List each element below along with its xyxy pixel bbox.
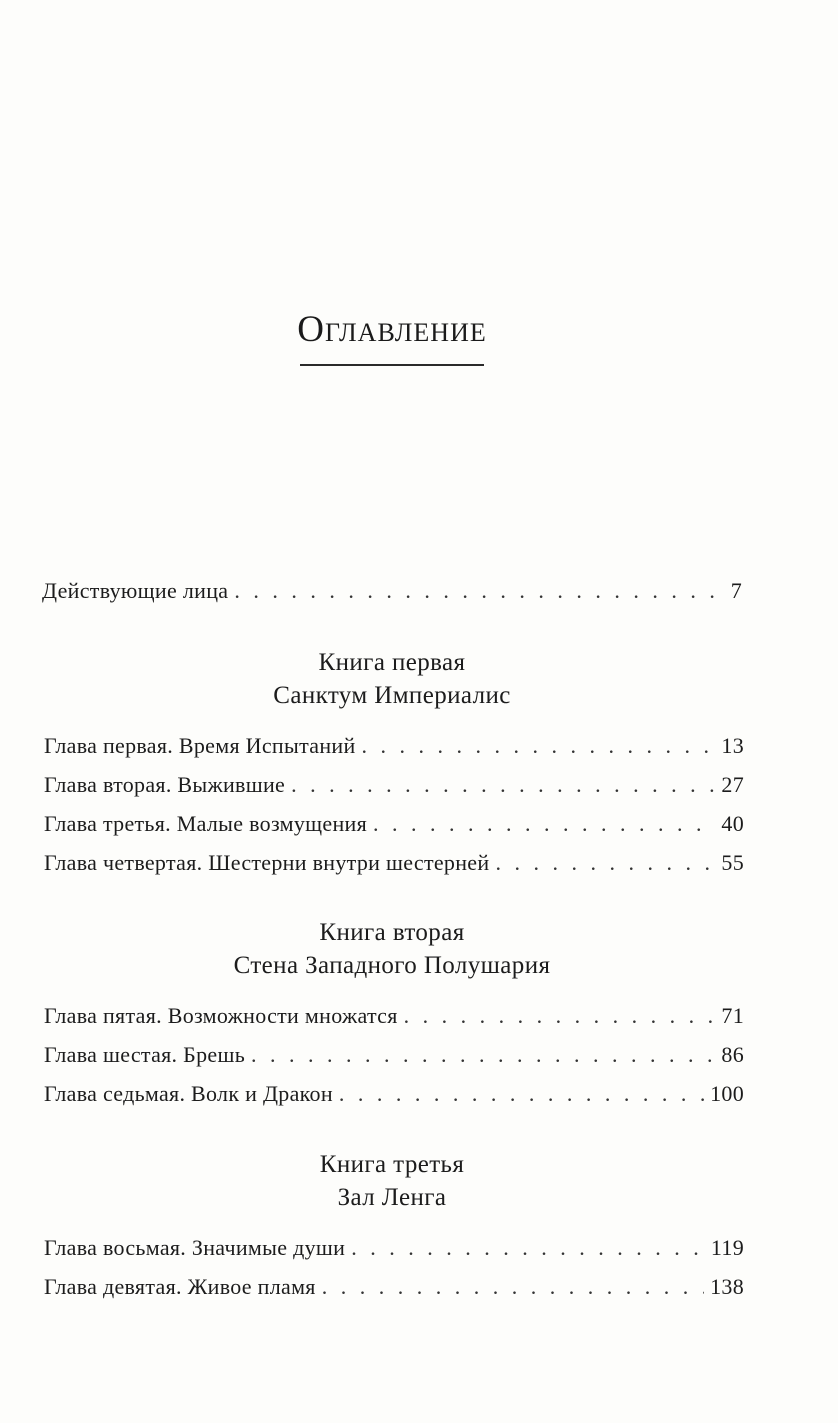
- toc-entry-chapter[interactable]: [44, 850, 744, 880]
- toc-entry-page: 138: [710, 1274, 744, 1299]
- toc-entry-chapter[interactable]: [44, 1042, 744, 1072]
- page-title: Оглавление: [297, 309, 487, 350]
- leader-dots: [322, 1274, 704, 1300]
- leader-dots: [251, 1042, 715, 1068]
- toc-entry-label: Глава пятая. Возможности множатся: [44, 1003, 398, 1028]
- toc-entry-page: 119: [710, 1235, 744, 1260]
- toc-entry-chapter[interactable]: [44, 1081, 744, 1111]
- book-heading-1: [0, 646, 784, 712]
- leader-dots: [495, 850, 715, 876]
- leader-dots: [351, 1235, 705, 1261]
- toc-entry-chapter[interactable]: [44, 811, 744, 841]
- toc-entry-page: 86: [721, 1042, 744, 1067]
- book-name: Книга вторая: [319, 919, 465, 946]
- toc-entry-chapter[interactable]: [44, 1003, 744, 1033]
- toc-entry-chapter[interactable]: [44, 1235, 744, 1265]
- leader-dots: [339, 1081, 704, 1107]
- leader-dots: [362, 733, 716, 759]
- book-heading-3: [0, 1148, 784, 1214]
- toc-entry-page: 13: [721, 733, 744, 758]
- toc-entry-page: 27: [721, 772, 744, 797]
- leader-dots: [291, 772, 715, 798]
- leader-dots: [234, 578, 724, 604]
- leader-dots: [404, 1003, 716, 1029]
- toc-entry-label: Глава шестая. Брешь: [44, 1042, 246, 1067]
- toc-entry-page: 100: [710, 1081, 744, 1106]
- book-subtitle: Зал Ленга: [337, 1184, 447, 1211]
- toc-entry-page: 7: [730, 578, 742, 603]
- book-name: Книга первая: [318, 649, 466, 676]
- toc-entry-label: Глава первая. Время Испытаний: [44, 733, 356, 758]
- toc-entry-label: Глава седьмая. Волк и Дракон: [44, 1081, 333, 1106]
- toc-entry-label: Глава вторая. Выжившие: [44, 772, 286, 797]
- toc-entry-label: Действующие лица: [42, 578, 229, 603]
- toc-entry-label: Глава девятая. Живое пламя: [44, 1274, 316, 1299]
- toc-entry-front-matter[interactable]: [42, 578, 742, 608]
- toc-entry-label: Глава третья. Малые возмущения: [44, 811, 368, 836]
- toc-entry-page: 55: [721, 850, 744, 875]
- toc-entry-page: 40: [721, 811, 744, 836]
- toc-entry-page: 71: [721, 1003, 744, 1028]
- leader-dots: [373, 811, 715, 837]
- book-subtitle: Стена Западного Полушария: [233, 952, 551, 979]
- book-subtitle: Санктум Империалис: [273, 682, 511, 709]
- toc-entry-label: Глава четвертая. Шестерни внутри шестерней: [44, 850, 490, 875]
- toc-entry-chapter[interactable]: [44, 772, 744, 802]
- title-underline: [300, 364, 484, 366]
- toc-entry-label: Глава восьмая. Значимые души: [44, 1235, 346, 1260]
- book-heading-2: [0, 916, 784, 982]
- toc-entry-chapter[interactable]: [44, 733, 744, 763]
- toc-entry-chapter[interactable]: [44, 1274, 744, 1304]
- book-name: Книга третья: [319, 1151, 465, 1178]
